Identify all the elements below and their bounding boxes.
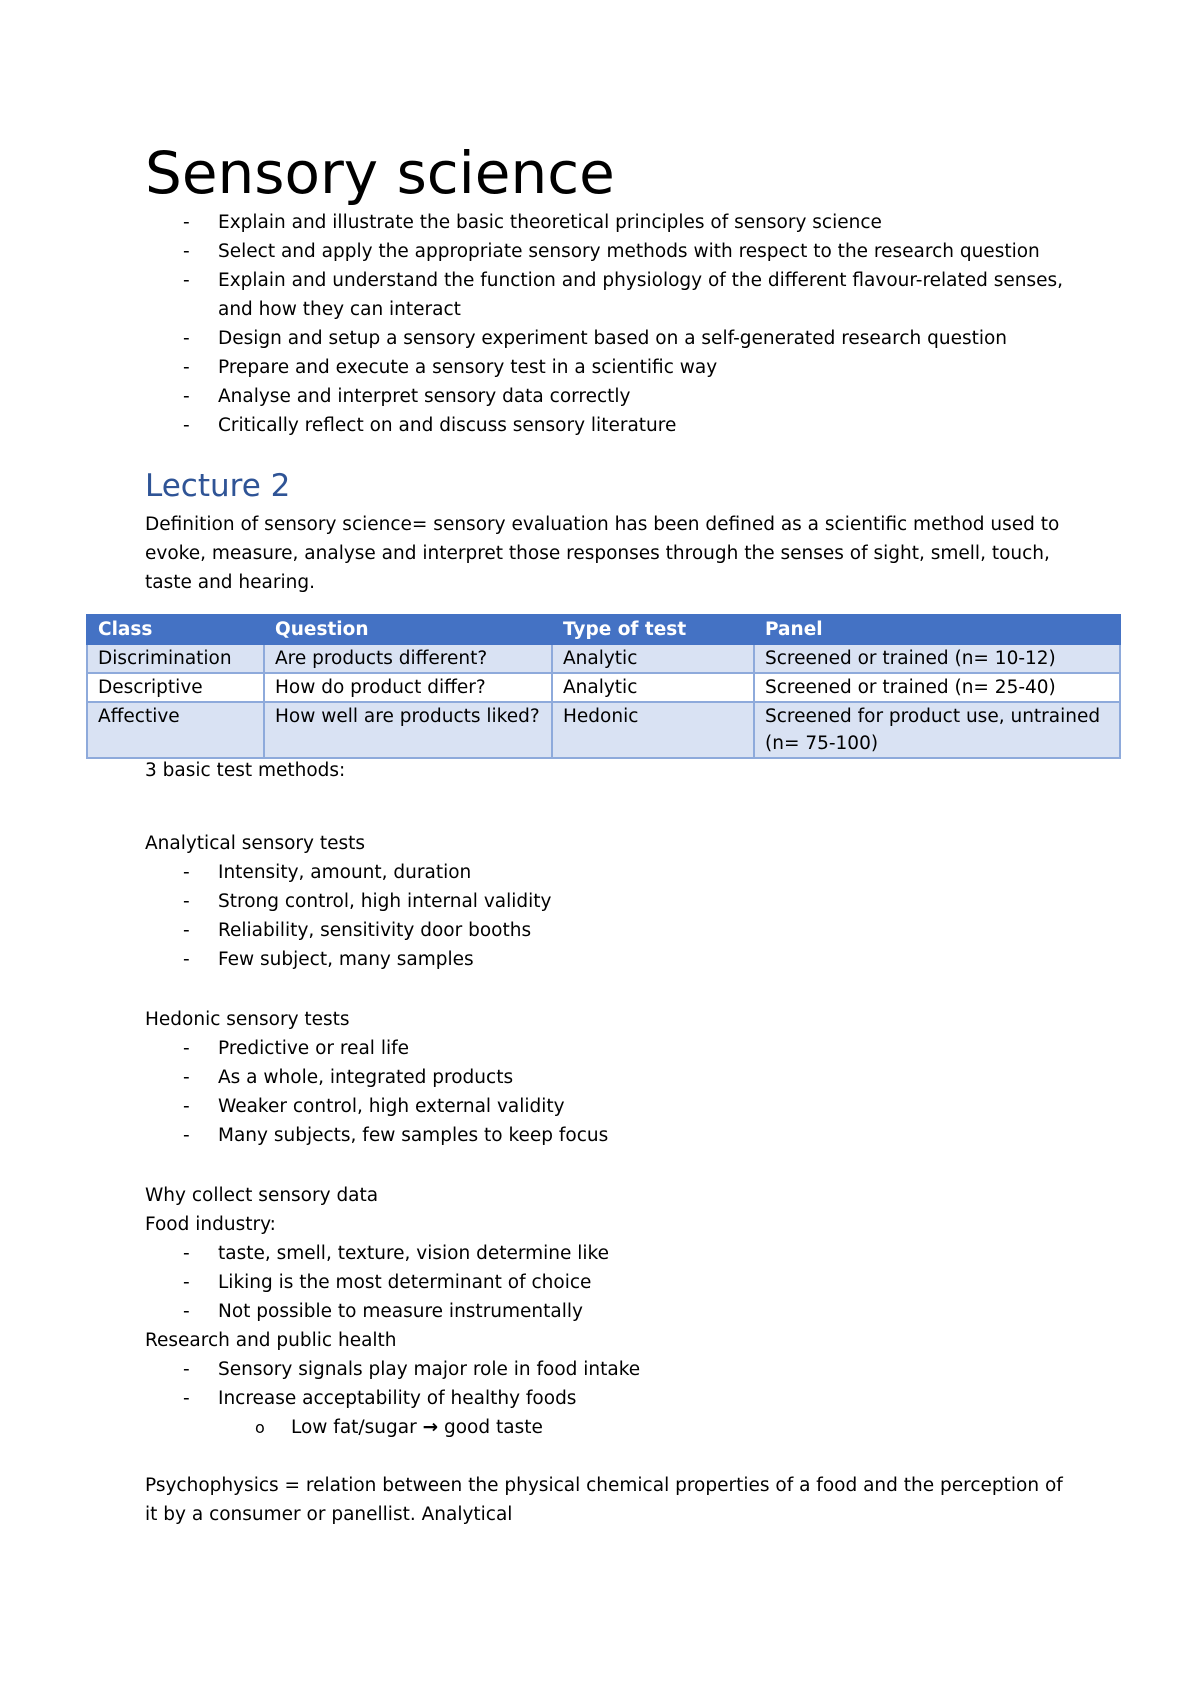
table-row: [87, 702, 1120, 758]
analytical-list: [145, 858, 1075, 974]
table-header-cell: Question: [264, 615, 552, 644]
list-item: - Reliability, sensitivity door booths: [145, 916, 1075, 945]
table-cell: How do product differ?: [264, 673, 552, 702]
analytical-heading: Analytical sensory tests: [145, 833, 366, 854]
sub-item-left: Low fat/sugar: [291, 1417, 417, 1438]
section-heading: Lecture 2: [145, 468, 291, 504]
table-row: [87, 673, 1120, 702]
research-label: Research and public health: [145, 1330, 397, 1351]
table-cell: Analytic: [552, 644, 754, 673]
list-item: - Not possible to measure instrumentally: [145, 1297, 1075, 1326]
why-section: [145, 1181, 1075, 1442]
table-header-row: [87, 615, 1120, 644]
table-header-cell: Type of test: [552, 615, 754, 644]
definition-paragraph: [145, 510, 1075, 597]
table-cell: Screened for product use, untrained (n= 75-100): [754, 702, 1120, 758]
table-header-cell: Class: [87, 615, 264, 644]
sub-item-right: good taste: [444, 1417, 543, 1438]
hedonic-list: [145, 1034, 1075, 1150]
research-sublist: [145, 1413, 1075, 1442]
hedonic-heading: Hedonic sensory tests: [145, 1009, 350, 1030]
list-item: - As a whole, integrated products: [145, 1063, 1075, 1092]
list-item: - Liking is the most determinant of choice: [145, 1268, 1075, 1297]
table-cell: Are products different?: [264, 644, 552, 673]
list-item: - Analyse and interpret sensory data correctly: [145, 382, 1075, 411]
objectives-list: [145, 208, 1075, 440]
methods-label: 3 basic test methods:: [145, 760, 346, 781]
list-item: - Critically reflect on and discuss sensory literature: [145, 411, 1075, 440]
table-cell: How well are products liked?: [264, 702, 552, 758]
table-cell: Descriptive: [87, 673, 264, 702]
methods-intro: [145, 756, 1075, 785]
list-item: - Few subject, many samples: [145, 945, 1075, 974]
research-list: [145, 1355, 1075, 1413]
table-cell: Hedonic: [552, 702, 754, 758]
objectives-block: [145, 208, 1075, 440]
hedonic-section: [145, 1005, 1075, 1150]
food-industry-list: [145, 1239, 1075, 1326]
table-header-cell: Panel: [754, 615, 1120, 644]
test-classes-table: [86, 614, 1121, 759]
why-heading: Why collect sensory data: [145, 1185, 379, 1206]
list-item: - Intensity, amount, duration: [145, 858, 1075, 887]
table-cell: Analytic: [552, 673, 754, 702]
list-item: - Explain and illustrate the basic theoretical principles of sensory science: [145, 208, 1075, 237]
analytical-section: [145, 829, 1075, 974]
table-cell: Screened or trained (n= 10-12): [754, 644, 1120, 673]
list-item: - Prepare and execute a sensory test in a scientific way: [145, 353, 1075, 382]
table-cell: Discrimination: [87, 644, 264, 673]
page-title: Sensory science: [145, 139, 615, 207]
list-item: - Design and setup a sensory experiment based on a self-generated research question: [145, 324, 1075, 353]
arrow-right-icon: →: [422, 1417, 439, 1438]
psychophysics-paragraph: [145, 1471, 1075, 1529]
table-row: [87, 644, 1120, 673]
list-item: - Increase acceptability of healthy foods: [145, 1384, 1075, 1413]
list-item: - Predictive or real life: [145, 1034, 1075, 1063]
list-item: - Many subjects, few samples to keep focus: [145, 1121, 1075, 1150]
table-cell: Affective: [87, 702, 264, 758]
list-item: [145, 1413, 1075, 1442]
list-item: - Strong control, high internal validity: [145, 887, 1075, 916]
list-item: - Sensory signals play major role in food intake: [145, 1355, 1075, 1384]
list-item: - Select and apply the appropriate sensory methods with respect to the research question: [145, 237, 1075, 266]
food-industry-label: Food industry:: [145, 1214, 276, 1235]
definition-text: Definition of sensory science= sensory evaluation has been defined as a scientific method used to evoke, measure, analyse and interpret those responses through the senses of sight, smell, touch, taste and hearing.: [145, 514, 1060, 593]
psychophysics-text: Psychophysics = relation between the physical chemical properties of a food and the perception of it by a consumer or panellist. Analytical: [145, 1475, 1063, 1525]
list-item: - taste, smell, texture, vision determine like: [145, 1239, 1075, 1268]
list-item: - Explain and understand the function and physiology of the different flavour-related senses, and how they can interact: [145, 266, 1075, 324]
table-cell: Screened or trained (n= 25-40): [754, 673, 1120, 702]
list-item: - Weaker control, high external validity: [145, 1092, 1075, 1121]
